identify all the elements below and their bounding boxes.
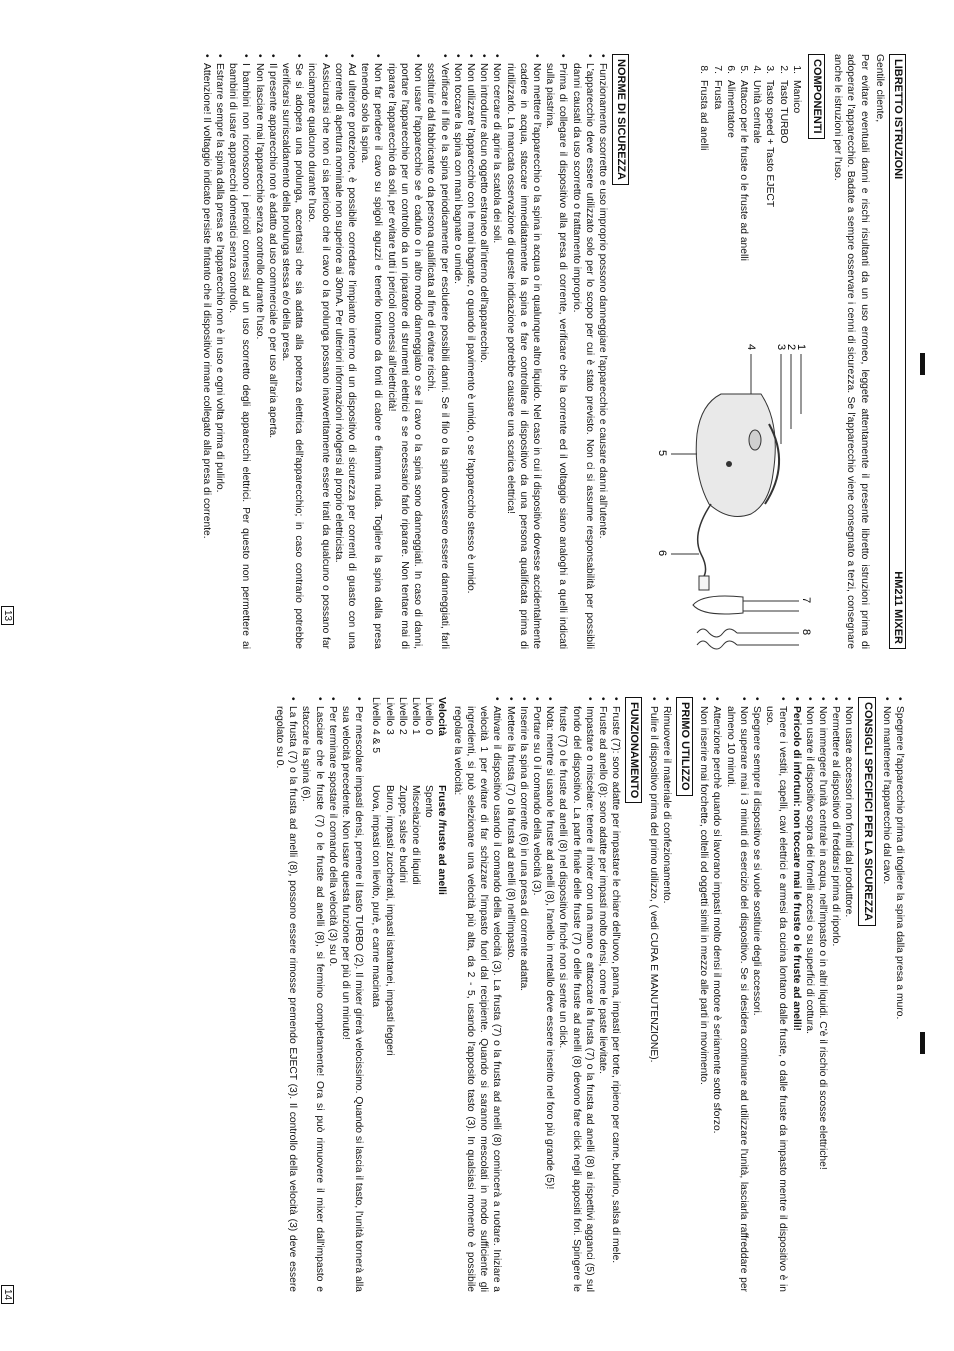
pre-list xyxy=(880,697,906,1292)
page-number-14: 14 xyxy=(1,1285,14,1304)
operation-list xyxy=(451,697,623,1292)
list-item: • Portare su 0 il comando della velocità (3). xyxy=(530,697,543,1292)
list-item: • L'apparecchio deve essere utilizzato solo per lo scopo per cui è stato previsto. Non ci si assume responsabilità per possibili danni causati da uso scorretto o trattamento improprio. xyxy=(569,54,595,649)
speed-table xyxy=(369,697,448,1292)
safety-heading: NORME DI SICUREZZA xyxy=(612,54,629,185)
post-list xyxy=(273,697,365,1292)
table-row: Livello 2 Zuppe, salse e budini xyxy=(396,697,408,883)
specific-safety-heading: CONSIGLI SPECIFICI PER LA SICUREZZA xyxy=(858,697,875,926)
list-item: • Rimuovere il materiale di confezionamento. xyxy=(660,697,673,1292)
label-4: 4 xyxy=(744,344,757,351)
registration-mark-right xyxy=(920,1032,925,1054)
label-8: 8 xyxy=(799,629,812,636)
list-item: 3. Tasto speed + Tasto EJECT xyxy=(764,65,776,208)
list-item: • I bambini non riconoscono i pericoli connessi ad un uso scorretto degli apparecchi elettrici. Per questo non permettere ai bambini di usare apparecchi domestici senza controllo. xyxy=(226,54,252,649)
greeting: Gentile cliente, xyxy=(873,54,885,123)
list-item: • Non inserire mai forchette, coltelli od oggetti simili in mezzo alle parti in movimento. xyxy=(697,697,710,1292)
indicator-dot-icon xyxy=(726,461,732,467)
list-item: • Non lasciare mai l'apparecchio senza controllo durante l'uso. xyxy=(252,54,265,649)
use-col-header: Fruste /fruste ad anelli xyxy=(436,785,448,895)
list-item: • Non toccare la spina con mani bagnate o umide. xyxy=(451,54,464,649)
whisk-icon xyxy=(693,596,743,614)
list-item: 5. Attacco per le fruste o le fruste ad anelli xyxy=(737,65,749,261)
list-item: 7. Frusta xyxy=(711,65,723,110)
list-item: • Attenzione! Il voltaggio indicato persiste fintanto che il dispositivo rimane collegato alla presa di corrente. xyxy=(200,54,213,649)
list-item: • Impastare o miscelare: tenere il mixer con una mano e attaccare la frusta (7) o la frusta ad anelli (8) ai rispettivi agganci (5) sul fondo del dispositivo. La parte finale delle fruste (7) o delle fruste ad anelli (8) devono fare click negli appositi fori. Spingere le fruste (7) o le fruste ad anelli (8) nel dispositivo finché non si sente un click. xyxy=(556,697,596,1292)
list-item: 1. Manico xyxy=(790,65,802,114)
list-item: • Non mantenere l'apparecchio dal cavo. xyxy=(880,697,893,1292)
list-item: • Il presente apparecchio non è adatto ad uso commerciale o per uso all'aria aperta. xyxy=(266,54,279,649)
list-item: • Non usare l'apparecchio se è caduto o in altro modo danneggiato o se il cavo o la spina sono danneggiati. In caso di danni, portare l'apparecchio per un controllo da un riparatore di strumenti elettrici e se necessario farlo riparare. Non tentare mai di riparare l'apparecchio da soli, per evitare tutti i pericoli connessi all'elettricità! xyxy=(385,54,425,649)
list-item: • Non usare accessori non forniti dal produttore. xyxy=(842,697,855,1292)
label-7: 7 xyxy=(799,597,812,604)
list-item: • Pericolo di infortuni: non toccare mai le fruste o le fruste ad anelli! xyxy=(789,697,802,1292)
model-name: HM211 MIXER xyxy=(892,571,904,644)
list-item: • Ad ulteriore protezione, è possibile corredare l'impianto interno di un dispositivo di sicurezza per correnti di guasto con una corrente di apertura nominale non superiore ai 30mA. Per ulteriori informazioni rivolgersi al proprio elettricista. xyxy=(332,54,358,649)
power-cord-icon xyxy=(697,504,710,578)
list-item: • Attenzione perchè quando si lavorano impasti molto densi il motore è seriamente sotto sforzo. xyxy=(710,697,723,1292)
speed-button-icon xyxy=(749,430,761,450)
list-item: • Tenere i vestiti, capelli, cavi elettrici e armesi da cucina lontano dalle fruste, o dalle fruste da impasto mentre il dispositivo è in uso. xyxy=(763,697,789,1292)
list-item: 4. Unità centrale xyxy=(751,65,763,144)
list-item: • Non cercare di aprire la scatola dei soli. xyxy=(490,54,503,649)
list-item: • Prima di collegare il dispositivo alla presa di corrente, verificare che la corrente ed il voltaggio siano analoghi a quelli indicati sulla piastrina. xyxy=(543,54,569,649)
list-item: • Attivare il dispositivo usando il comando della velocità (3). La frusta (7) o la frusta ad anelli (8) comincerà a ruotare. Iniziare a velocità 1 per evitare di far schizzare l'impasto fuori dal recipiente. Quando si saranno mescolati in modo sufficiente gli ingredienti, si può selezionare una velocità più alta, da 2 - 5, usando l'apposito tasto (3). In qualsiasi momento è possibile regolare la velocità: xyxy=(451,697,504,1292)
list-item: • Spegnere l'apparecchio prima di togliere la spina dalla presa a muro. xyxy=(893,697,906,1292)
table-row: Livello 0 Spento xyxy=(423,697,435,818)
list-item: • Per mescolare impasti densi, premere il tasto TURBO (2). Il mixer girerà velocissimo. Quando si lascia il tasto, l'unità tornerà alla sua velocità precedente. Non usare questa funzione per più di un minuto! xyxy=(339,697,365,1292)
list-item: • Se si adopera una prolunga, accertarsi che sia adatta alla potenza elettrica dell'apparecchio; in caso contrario potrebbe verificarsi surriscaldamento della prolunga stessa e/o della presa. xyxy=(279,54,305,649)
list-item: • Funzionamento scorretto e uso improprio possono danneggiare l'apparecchio e causare danni all'utente. xyxy=(596,54,609,649)
label-5: 5 xyxy=(655,450,668,457)
components-heading: COMPONENTI xyxy=(808,54,825,139)
label-2: 2 xyxy=(784,344,797,351)
label-3: 3 xyxy=(774,344,787,351)
list-item: 6. Alimentatore xyxy=(724,65,736,138)
table-row: Livello 1 Miscelazione di liquidi xyxy=(410,697,422,885)
page-14 xyxy=(273,697,906,1292)
dough-hook-icon xyxy=(697,629,737,637)
list-item: 8. Frusta ad anelli xyxy=(698,65,710,151)
list-item: • Non introdurre alcun oggetto estraneo all'interno dell'apparecchio. xyxy=(477,54,490,649)
list-item: • Permettere al dispositivo di freddarsi prima di riporlo. xyxy=(829,697,842,1292)
table-row: Livello 4 & 5 Uova, impasti con lievito, purè, e carne macinata xyxy=(370,697,382,1008)
list-item: • Inserire la spina di corrente (6) in una presa di corrente adatta. xyxy=(517,697,530,1292)
page-number-13: 13 xyxy=(1,606,14,625)
list-item: • Mettere la frusta (7) o la frusta ad anelli (8) nell'impasto. xyxy=(503,697,516,1292)
speed-col-header: Velocità xyxy=(436,697,448,736)
specific-safety-list xyxy=(697,697,855,1292)
table-row: Livello 3 Burro, impasti zuccherati, impasti istantanei, impasti leggeri xyxy=(383,697,395,1056)
list-item: • Lasciare che le fruste (7) o le fruste ad anelli (8), si fermino completamente! Ora si può rimuovere il mixer dall'impasto e staccare la spina (6). xyxy=(299,697,325,1292)
label-1: 1 xyxy=(794,344,807,351)
list-item: • Verificare il filo e la spina periodicamente per escludere possibili danni. Se il filo o la spina dovessero essere danneggiati, farli sostituire dal fabbricante o da persona qualificata al fine di evitare rischi. xyxy=(424,54,450,649)
page-13 xyxy=(200,54,906,649)
list-item: 2. Tasto TURBO xyxy=(777,65,789,144)
operation-heading: FUNZIONAMENTO xyxy=(625,697,642,803)
registration-mark-left xyxy=(920,353,925,375)
first-use-heading: PRIMO UTILIZZO xyxy=(676,697,693,796)
beaters-diagram xyxy=(683,589,813,669)
list-item: • Estrarre sempre la spina dalla presa se l'apparecchio non è in uso e ogni volta prima di pulirlo. xyxy=(213,54,226,649)
list-item: • Per terminare spostare il comando della velocità (3) su 0. xyxy=(326,697,339,1292)
plug-icon xyxy=(699,576,709,590)
list-item: • Fruste ad anello (8): sono adatte per impasti molto densi, come le paste lievitate. xyxy=(596,697,609,1292)
label-6: 6 xyxy=(655,550,668,557)
manual-header xyxy=(889,54,906,649)
list-item: • Non utilizzare l'apparecchio con le mani bagnate, o quando il pavimento è umido, o se l'apparecchio stesso è umido. xyxy=(464,54,477,649)
list-item: • La frusta (7) o la frusta ad anelli (8), possono essere rimosse premendo EJECT (3). Il controllo della velocità (3) deve essere regolato su 0. xyxy=(273,697,299,1292)
first-use-list xyxy=(646,697,672,1292)
mixer-diagram xyxy=(645,344,821,614)
list-item: • Non immergere l'unità centrale in acqua, nell'impasto o in altri liquidi. C'è il rischio di scosse elettriche! xyxy=(816,697,829,1292)
intro-paragraph: Per evitare eventuali danni e rischi risultanti da un uso erroneo, leggete attentamente il presente libretto istruzioni prima di adoperare l'apparecchio. Badate a sempre osservare i cenni di sicurezza. Se l'apparecchio viene consegnato a terzi, consegnare anche le istruzioni per l'uso. xyxy=(832,54,870,649)
list-item: • Non far pendere il cavo su spigoli aguzzi e tenerlo lontano da fonti di calore e fiamma nuda. Togliere la spina dalla presa tenendo solo la spina. xyxy=(358,54,384,649)
list-item: • Nota: mentre si usano le fruste ad anelli (8), l'anello in metallo deve essere inserito nel foro più grande (5)! xyxy=(543,697,556,1292)
list-item: • Pulire il dispositivo prima del primo utilizzo, ( vedi CURA E MANUTENZIONE). xyxy=(646,697,659,1292)
list-item: • Non superare mai i 3 minuti di esercizio del dispositivo. Se si desidera continuare ad utilizzare l'unità, lasciarla raffreddare per almeno 10 minuti. xyxy=(723,697,749,1292)
list-item: • Spegnere sempre il dispositivo se si vuole sostituire degli accessori. xyxy=(750,697,763,1292)
list-item: • Non usare il dispositivo sopra dei fornelli accesi o su superfici di cottura. xyxy=(803,697,816,1292)
safety-list xyxy=(200,54,609,649)
mixer-body-icon xyxy=(696,394,775,516)
list-item: • Assicurarsi che non ci sia pericolo che il cavo o la prolunga possano inavvertitamente essere tirati da qualcuno o possano far inciampare qualcuno durante l'uso. xyxy=(305,54,331,649)
list-item: • Fruste (7): sono adatte per impastare le chiare dell'uovo, panna, impasti per torte, ripieno per carne, budino, salsa di mele. xyxy=(609,697,622,1292)
manual-title: LIBRETTO ISTRUZIONI xyxy=(892,59,904,180)
list-item: • Non mettere l'apparecchio o la spina in acqua o in qualunque altro liquido. Nel caso in cui il dispositivo dovesse accidentalmente cadere in acqua, staccare immediatamente la spina e fare controllare il dispositivo da una persona qualificata prima di riutilizzarlo. La mancata osservazione di queste indicazione potrebbe causare una scarica elettrica! xyxy=(503,54,543,649)
